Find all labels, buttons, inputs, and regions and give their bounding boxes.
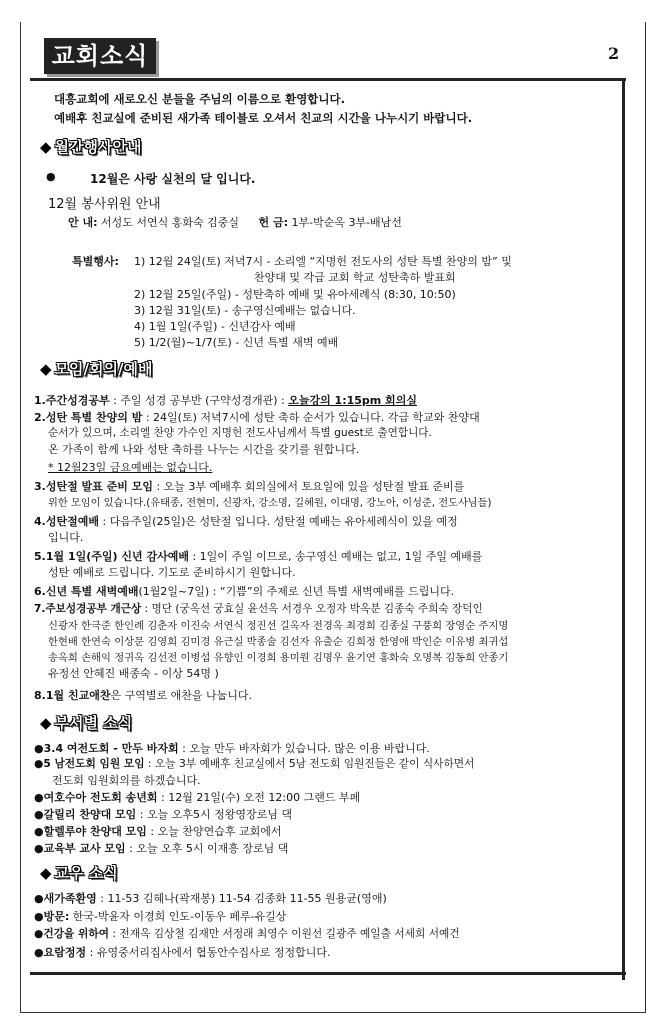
section-heading-label: 모임/회의/예배 bbox=[54, 360, 153, 378]
bullet-icon: ● bbox=[46, 170, 56, 183]
special-item: 3) 12월 31일(토) - 송구영신예배는 없습니다. bbox=[134, 304, 356, 317]
meeting-item-1: 1.주간성경공부 : 주일 성경 공부반 (구약성경개관) : 오늘강의 1:15pm 회의실 bbox=[34, 394, 417, 407]
meeting-item-4-line: 입니다. bbox=[48, 531, 84, 544]
special-item: 1) 12월 24일(토) 저녁7시 - 소리엘 “지명헌 전도사의 성탄 특별 찬양의 밤” 및 bbox=[134, 255, 512, 268]
meeting-item-2-line: 온 가족이 함께 나와 성탄 축하를 나누는 시간을 갖기를 원합니다. bbox=[48, 443, 360, 456]
member-item: ●방문: 한국-박윤자 이경희 인도-이동우 페루-유길상 bbox=[34, 910, 287, 923]
meeting-item-2: 2.성탄 특별 찬양의 밤 : 24일(토) 저녁7시에 성탄 축하 순서가 있습니다. 각급 학교와 찬양대 bbox=[34, 411, 480, 424]
guide-row: 안 내: 서성도 서연식 홍화숙 김중실 헌 금: 1부-박순옥 3부-배남선 bbox=[68, 216, 402, 229]
dept-item: ●할렐루야 찬양대 모임 : 오늘 찬양연습후 교회에서 bbox=[34, 825, 282, 838]
meeting-item-7: 7.주보성경공부 개근상 : 명단 (궁옥선 궁효실 윤선옥 서경우 오정자 박옥분 김종숙 주희숙 장덕인 bbox=[34, 603, 483, 615]
welcome-line-2: 예배후 친교실에 준비된 새가족 테이블로 오셔서 친교의 시간을 나누시기 바랍니다. bbox=[54, 111, 473, 125]
diamond-icon: ◆ bbox=[40, 138, 52, 156]
dept-item: ●5 남전도회 임원 모임 : 오늘 3부 예배후 친교실에서 5남 전도회 임원진들은 같이 식사하면서 bbox=[34, 757, 475, 770]
member-item: ●건강을 위하여 : 전재옥 김상철 김재만 서정래 최영수 이원선 길광주 예일출 서세희 서예건 bbox=[34, 927, 460, 940]
section-heading-departments bbox=[40, 712, 132, 733]
meeting-item-5-line: 성탄 예배로 드립니다. 기도로 준비하시기 원합니다. bbox=[48, 566, 296, 579]
special-item: 찬양대 및 각급 교회 학교 성탄축하 발표회 bbox=[254, 271, 456, 284]
right-rule bbox=[622, 80, 625, 980]
member-item: ●요람정정 : 유영중서리집사에서 협동안수집사로 정정합니다. bbox=[34, 946, 331, 959]
dept-item-cont: 전도회 임원회의를 하겠습니다. bbox=[52, 774, 201, 787]
special-label: 특별행사: bbox=[72, 255, 119, 268]
dept-item: ●교육부 교사 모임 : 오늘 오후 5시 이재흥 장로님 댁 bbox=[34, 842, 289, 855]
welcome-line-1: 대흥교회에 새로오신 분들을 주님의 이름으로 환영합니다. bbox=[54, 92, 346, 106]
volunteer-title: 12월 봉사위원 안내 bbox=[48, 197, 161, 212]
page-title: 교회소식 bbox=[44, 38, 156, 74]
section-heading-members bbox=[40, 862, 118, 883]
bottom-rule bbox=[30, 972, 626, 975]
special-item: 5) 1/2(월)~1/7(토) - 신년 특별 새벽 예배 bbox=[134, 336, 339, 349]
special-item: 4) 1월 1일(주일) - 신년감사 예배 bbox=[134, 320, 296, 333]
special-item: 2) 12월 25일(주일) - 성탄축하 예배 및 유아세례식 (8:30, 10:50) bbox=[134, 288, 456, 301]
meeting-item-2-note: * 12월23일 금요예배는 없습니다. bbox=[48, 461, 213, 474]
diamond-icon: ◆ bbox=[40, 360, 52, 378]
monthly-bullet: 12월은 사랑 실천의 달 입니다. bbox=[90, 172, 256, 186]
meeting-item-4: 4.성탄절예배 : 다음주일(25일)은 성탄절 입니다. 성탄절 예배는 유아세례식이 있을 예정 bbox=[34, 515, 458, 528]
section-heading-monthly bbox=[40, 136, 142, 157]
member-item: ●새가족환영 : 11-53 김혜나(곽재봉) 11-54 김종화 11-55 원용균(영애) bbox=[34, 892, 387, 905]
diamond-icon: ◆ bbox=[40, 714, 52, 732]
meeting-item-7-line: 신광자 한극준 한인례 김춘자 이진숙 서연식 정진선 길옥자 전경옥 최경희 김종실 구풍희 장영순 주지명 bbox=[48, 620, 509, 632]
meeting-item-3-line: 위한 모임이 있습니다.(유태종, 전현미, 신광자, 강소명, 길혜원, 이대명, 강노아, 이성준, 전도사님들) bbox=[48, 498, 492, 509]
dept-item: ●여호수아 전도회 송년회 : 12월 21일(수) 오전 12:00 그랜드 부페 bbox=[34, 791, 361, 804]
meeting-item-7-line: 유정선 안혜진 배종숙 - 이상 54명 ) bbox=[48, 667, 219, 680]
section-heading-meetings bbox=[40, 358, 152, 379]
top-rule bbox=[30, 78, 626, 81]
meeting-item-8: 8.1월 친교애찬은 구역별로 애찬을 나눕니다. bbox=[34, 689, 252, 702]
section-heading-label: 교우 소식 bbox=[54, 864, 118, 882]
section-heading-label: 월간행사안내 bbox=[54, 138, 142, 156]
dept-item: ●3.4 여전도회 - 만두 바자회 : 오늘 만두 바자회가 있습니다. 많은 이용 바랍니다. bbox=[34, 742, 430, 755]
meeting-item-6: 6.신년 특별 새벽예배(1월2일~7일) : “기쁨”의 주제로 신년 특별 새벽예배를 드립니다. bbox=[34, 585, 455, 598]
page-number: 2 bbox=[608, 44, 620, 63]
meeting-item-3: 3.성탄절 발표 준비 모임 : 오늘 3부 예배후 회의실에서 토요일에 있을 성탄절 발표 준비를 bbox=[34, 480, 465, 493]
meeting-item-7-line: 송옥희 손해익 정귀옥 김선전 이병섭 유향인 이경희 용미원 김명우 윤기연 홍화숙 오명복 김동희 안종기 bbox=[48, 652, 509, 664]
meeting-item-2-line: 순서가 있으며, 소리엘 찬양 가수인 지명헌 전도사님께서 특별 guest로 출연합니다. bbox=[48, 427, 432, 439]
dept-item: ●갈릴리 찬양대 모임 : 오늘 오후5시 정왕영장로님 댁 bbox=[34, 808, 292, 821]
diamond-icon: ◆ bbox=[40, 864, 52, 882]
meeting-item-5: 5.1월 1일(주일) 신년 감사예배 : 1일이 주일 이므로, 송구영신 예배는 없고, 1일 주일 예배를 bbox=[34, 550, 483, 563]
meeting-item-7-line: 한현배 한연숙 이상문 김영희 김미경 유근실 박종술 김선자 유출순 김희정 한영애 박인순 이유병 최귀섭 bbox=[48, 636, 509, 648]
section-heading-label: 부서별 소식 bbox=[54, 714, 133, 732]
